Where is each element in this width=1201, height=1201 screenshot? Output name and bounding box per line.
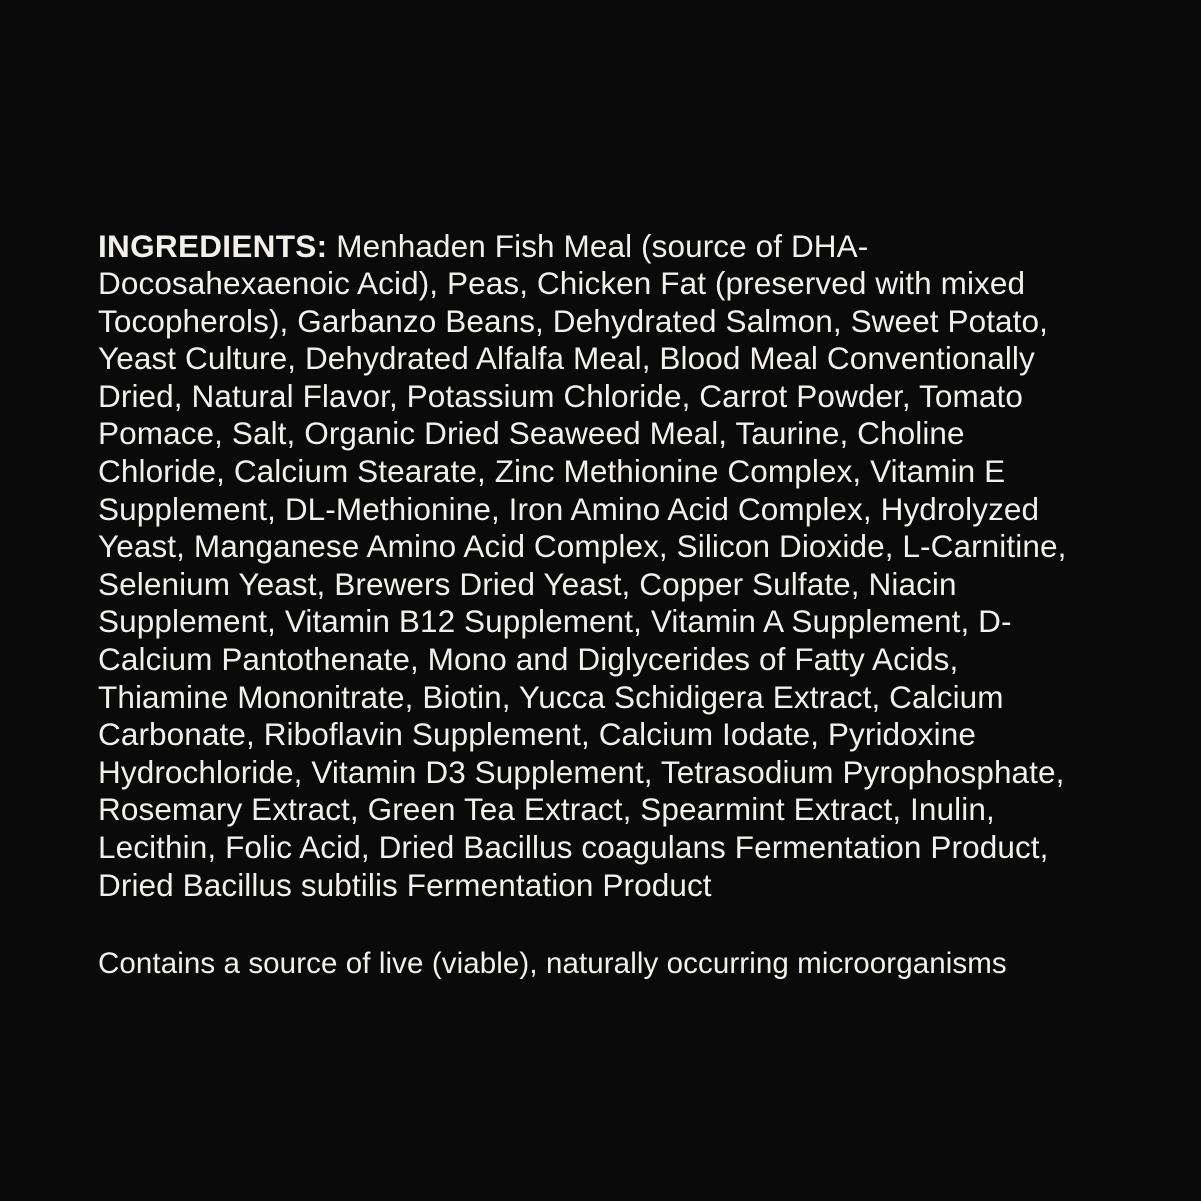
ingredients-list-text: Menhaden Fish Meal (source of DHA-Docosahexaenoic Acid), Peas, Chicken Fat (preserved with mixed Tocopherols), Garbanzo Beans, Dehydrated Salmon, Sweet Potato, Yeast Culture, Dehydrated Alfalfa Meal, Blood Meal Conventionally Dried, Natural Flavor, Potassium Chloride, Carrot Powder, Tomato Pomace, Salt, Organic Dried Seaweed Meal, Taurine, Choline Chloride, Calcium Stearate, Zinc Methionine Complex, Vitamin E Supplement, DL-Methionine, Iron Amino Acid Complex, Hydrolyzed Yeast, Manganese Amino Acid Complex, Silicon Dioxide, L-Carnitine, Selenium Yeast, Brewers Dried Yeast, Copper Sulfate, Niacin Supplement, Vitamin B12 Supplement, Vitamin A Supplement, D-Calcium Pantothenate, Mono and Diglycerides of Fatty Acids, Thiamine Mononitrate, Biotin, Yucca Schidigera Extract, Calcium Carbonate, Riboflavin Supplement, Calcium Iodate, Pyridoxine Hydrochloride, Vitamin D3 Supplement, Tetrasodium Pyrophosphate, Rosemary Extract, Green Tea Extract, Spearmint Extract, Inulin, Lecithin, Folic Acid, Dried Bacillus coagulans Fermentation Product, Dried Bacillus subtilis Fermentation Product bbox=[98, 227, 1067, 903]
ingredients-label: INGREDIENTS: bbox=[98, 227, 328, 264]
contains-note: Contains a source of live (viable), naturally occurring microorganisms bbox=[98, 947, 1007, 981]
ingredients-paragraph bbox=[98, 228, 1093, 905]
